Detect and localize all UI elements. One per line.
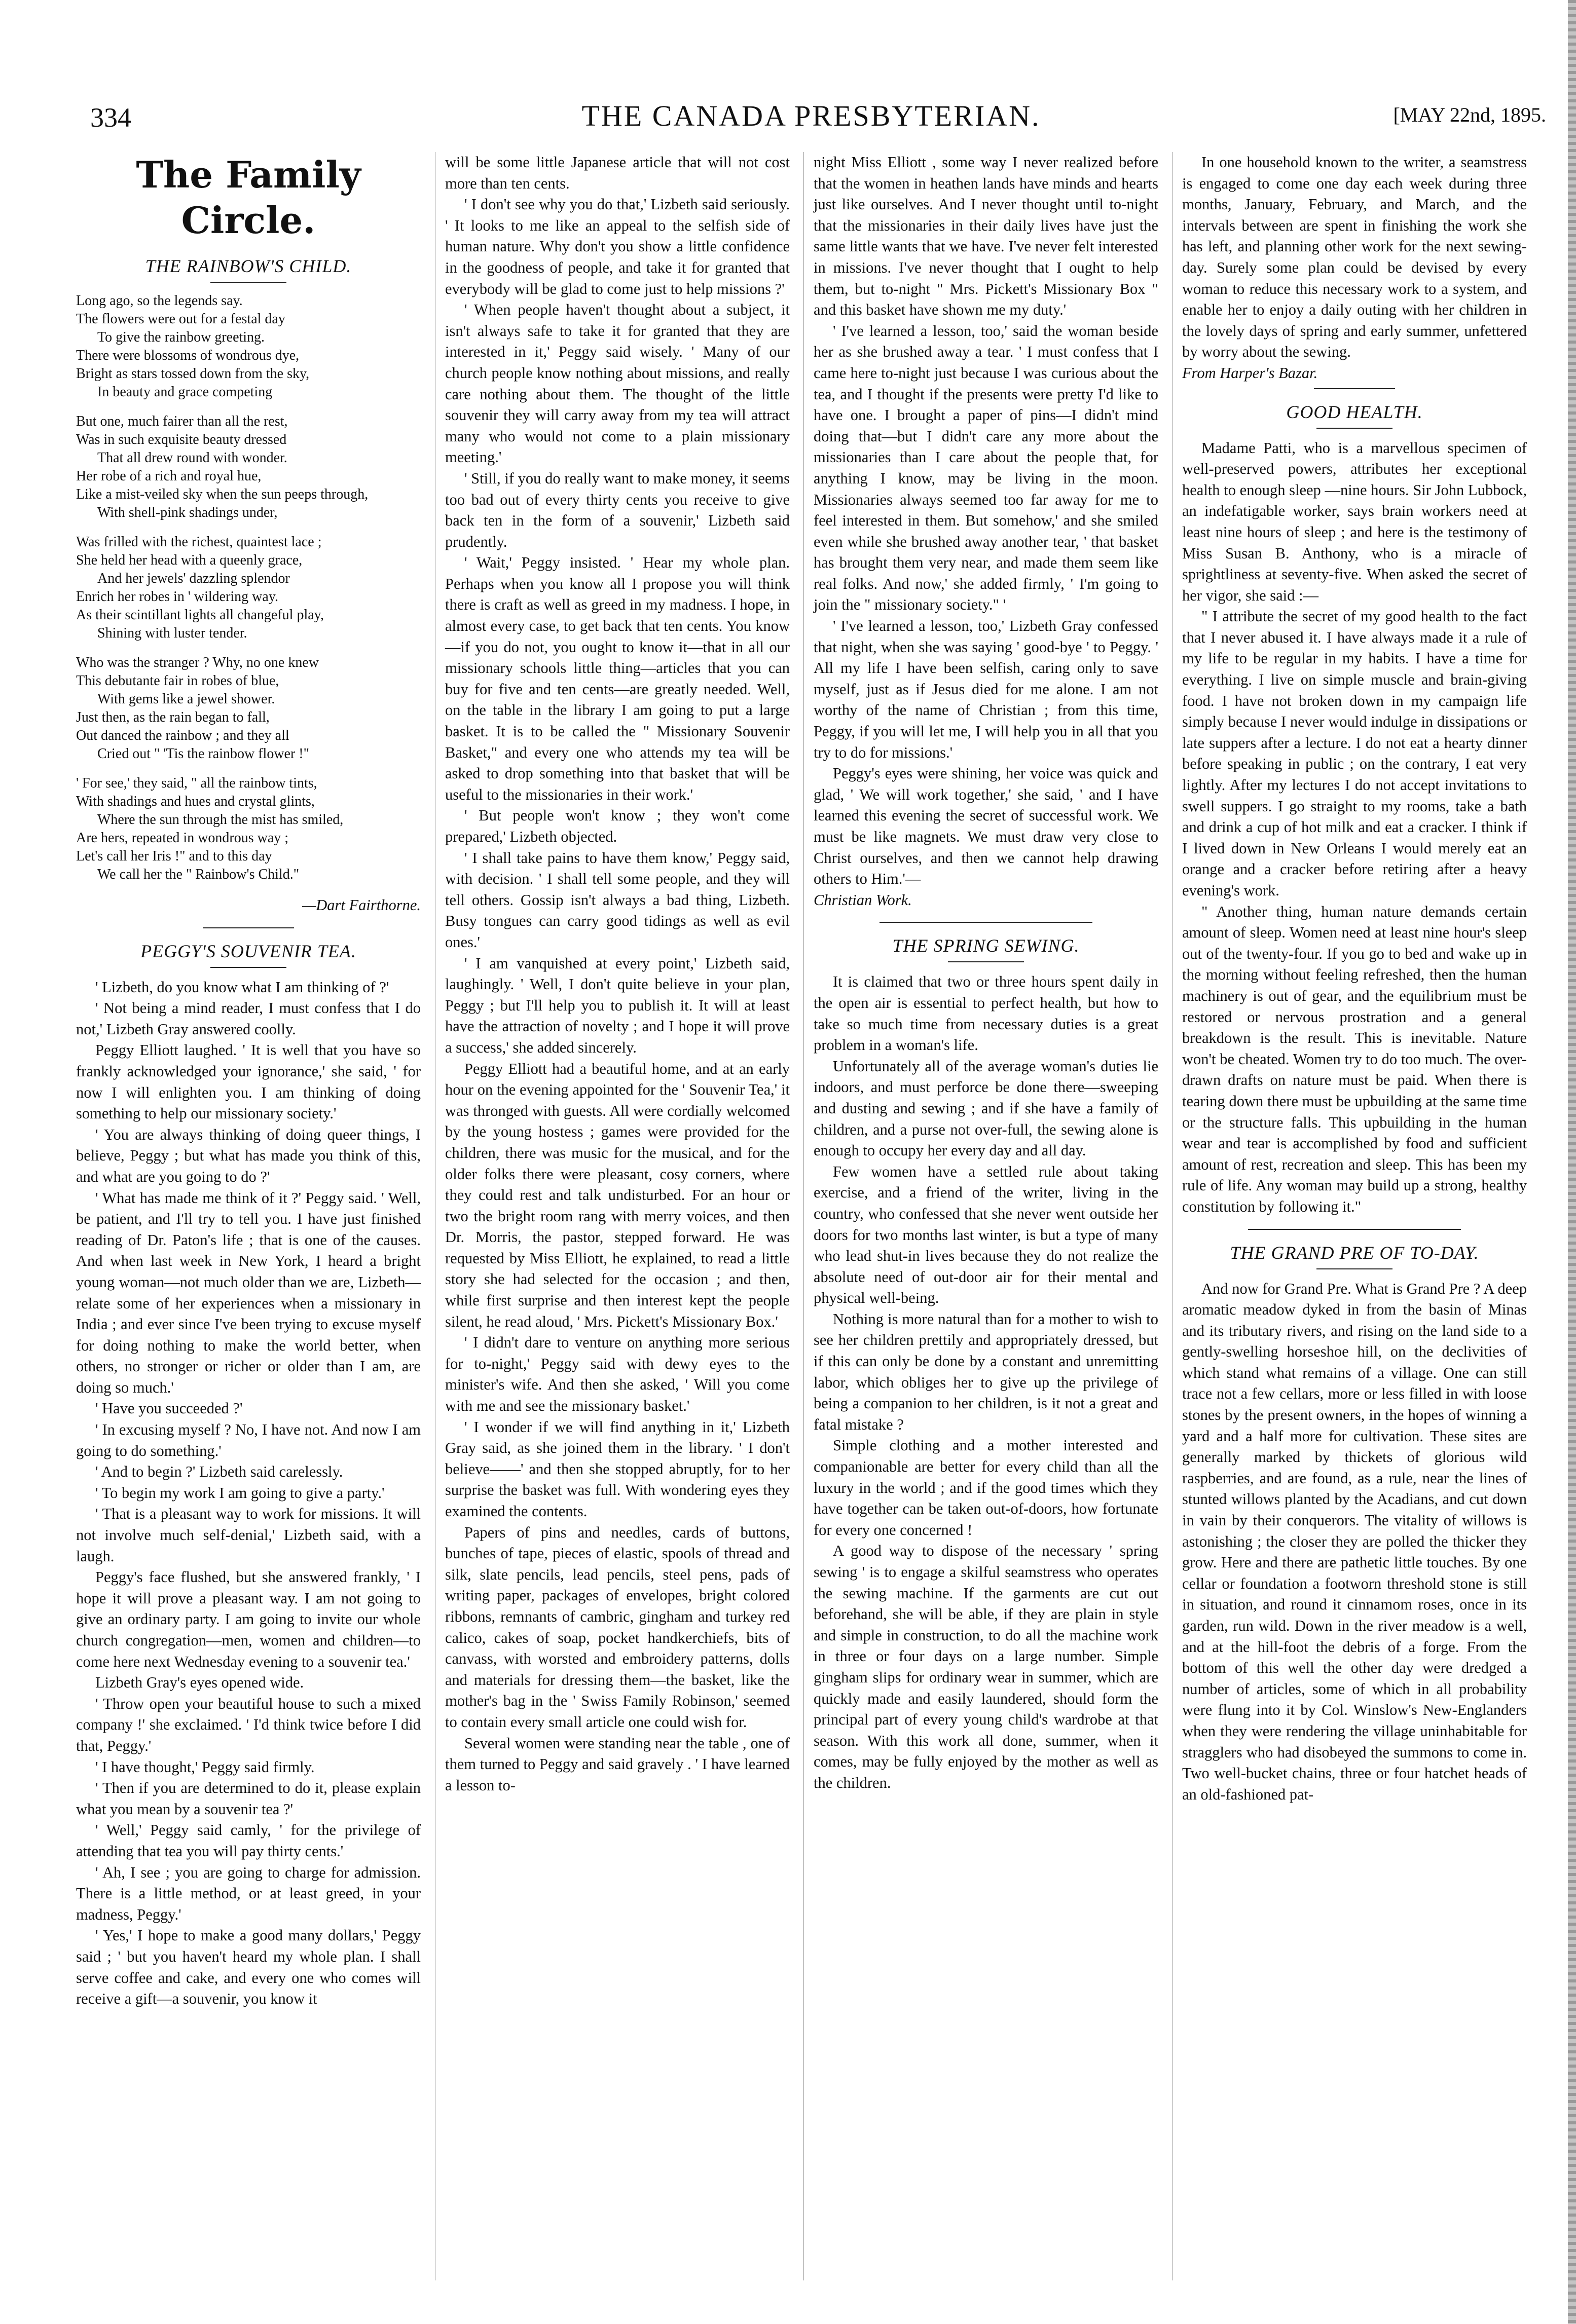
paragraph: ' I am vanquished at every point,' Lizbeth said, laughingly. ' Well, I don't quite believe in your plan, Peggy ; but I'll help you to publish it. It will at least have the attraction of novelty ; and I hope it will prove a success,' she added sincerely.: [445, 954, 790, 1056]
poem-line: Long ago, so the legends say.: [76, 293, 243, 309]
paragraph: ' Ah, I see ; you are going to charge for admission. There is a little method, or at least greed, in your madness, Peggy.': [76, 1863, 421, 1923]
story-title: PEGGY'S SOUVENIR TEA.: [140, 941, 356, 961]
poem-line: Bright as stars tossed down from the sky,: [76, 366, 310, 382]
good-health-body: [1182, 438, 1527, 1218]
poem-stanza: [76, 774, 421, 884]
paragraph: ' I didn't dare to venture on anything more serious for to-night,' Peggy said with dewy eyes to the minister's wife. And then she asked, ' Will you come with me and see the missionary basket.': [445, 1334, 790, 1415]
paragraph: A good way to dispose of the necessary ' spring sewing ' is to engage a skilful seamstress who operates the sewing machine. If the garments are cut out beforehand, she will be able, if they are plain in style and simple in construction, to do all the machine work in three or four days on a large number. Simple gingham slips for ordinary wear in summer, which are quickly made and easily laundered, should form the principal part of every young child's wardrobe at that season. With this work all done, summer, when it comes, may be fully enjoyed by the mother as well as the children.: [814, 1542, 1158, 1791]
article-source: From Harper's Bazar.: [1182, 364, 1318, 382]
poem-line: Are hers, repeated in wondrous way ;: [76, 830, 289, 846]
poem-line: Was in such exquisite beauty dressed: [76, 432, 287, 447]
poem-line: Was frilled with the richest, quaintest lace ;: [76, 534, 322, 550]
paragraph: Lizbeth Gray's eyes opened wide.: [95, 1674, 304, 1692]
paragraph: Peggy Elliott had a beautiful home, and at an early hour on the evening appointed for the ' Souvenir Tea,' it was thronged with guests. All were cordially welcomed by the young hostess ; games were provided for the children, there was music for the musical, and for the older folks there were pleasant, cosy corners, where they could rest and talk undisturbed. For an hour or two the bright room rang with merry voices, and then Dr. Morris, the pastor, stepped forward. He was requested by Miss Elliott, he explained, to read a little story she had selected for the occasion ; and then, while first surprise and then interest kept the people silent, he read aloud, ' Mrs. Pickett's Missionary Box.': [445, 1060, 790, 1330]
poem-line: She held her head with a queenly grace,: [76, 552, 303, 568]
paragraph: night Miss Elliott , some way I never realized before that the women in heathen lands have minds and hearts just like ourselves. And I never thought until to-night that the missionaries in their daily lives have just the same little wants that we have. I've never felt interested in missions. I've never thought that I ought to help them, but to-night " Mrs. Pickett's Missionary Box " and this basket have shown me my duty.': [814, 154, 1158, 319]
paragraph: ' I've learned a lesson, too,' said the woman beside her as she brushed away a tear. ' I must confess that I came here to-night just because I was curious about the tea, and I thought if the presents were pretty I'd like to have one. I brought a paper of pins—I didn't mind doing that—but I didn't care any more about the missionaries than I care about the people that, for anything I know, may be living in the moon. Missionaries always seemed too far away for me to feel interested in them. But somehow,' and she smiled even while she brushed away another tear, ' that basket has brought them very near, and made them seem like real folks. And now,' she added firmly, ' I'm going to join the " missionary society." ': [814, 322, 1158, 614]
paragraph: Several women were standing near the table , one of them turned to Peggy and said gravely . ' I have learned a lesson to-: [445, 1734, 790, 1794]
story-body: [76, 977, 421, 2010]
paragraph: Simple clothing and a mother interested and companionable are better for every child than all the luxury in the world ; and if the good times which they have together can be taken out-of-doors, how fortunate for every one concerned !: [814, 1437, 1158, 1539]
poem-line: Out danced the rainbow ; and they all: [76, 728, 289, 743]
department-title: The Family Circle.: [136, 153, 361, 242]
paragraph: ' In excusing myself ? No, I have not. And now I am going to do something.': [76, 1421, 421, 1459]
paragraph: ' Well,' Peggy said camly, ' for the privilege of attending that tea you will pay thirty cents.': [76, 1821, 421, 1860]
section-rule: [1248, 1229, 1461, 1230]
section-rule: [1314, 388, 1395, 389]
paragraph: ' Wait,' Peggy insisted. ' Hear my whole plan. Perhaps when you know all I propose you will think there is craft as well as greed in my madness. I hope, in almost every case, to get back that ten cents. You know—if you do not, you ought to know it—that in all our missionary schools little thing—articles that you can buy for five and ten cents—are greatly needed. Well, on the table in the library I am going to put a large basket. It is to be called the " Missionary Souvenir Basket," and every one who attends my tea will be asked to drop something into that basket that will be useful to the missionaries in their work.': [445, 554, 790, 803]
section-rule: [948, 961, 1024, 962]
story-source: Christian Work.: [814, 891, 912, 909]
poem-line: Her robe of a rich and royal hue,: [76, 468, 262, 484]
paragraph: ' Yes,' I hope to make a good many dollars,' Peggy said ; ' but you haven't heard my whole plan. I shall serve coffee and cake, and every one who comes will receive a gift—a souvenir, you know it: [76, 1927, 421, 2008]
paragraph: ' I've learned a lesson, too,' Lizbeth Gray confessed that night, when she was saying ' good-bye ' to Peggy. ' All my life I have been selfish, caring only to save myself, just as if Jesus died for me alone. I am not worthy of the name of Christian ; from this time, Peggy, if you will let me, I will help you in all that you try to do for missions.': [814, 617, 1158, 761]
issue-date: [MAY 22nd, 1895.: [1393, 103, 1546, 126]
poem-line: But one, much fairer than all the rest,: [76, 414, 288, 429]
paragraph: Madame Patti, who is a marvellous specimen of well-preserved powers, attributes her exceptional health to enough sleep —nine hours. Sir John Lubbock, an indefatigable worker, says brain workers need at least nine hours of sleep ; and here is the testimony of Miss Susan B. Anthony, who is a miracle of sprightliness at seventy-five. When asked the secret of her vigor, she said :—: [1182, 439, 1527, 604]
poem-line: Where the sun through the mist has smiled,: [97, 812, 344, 828]
paragraph: ' I have thought,' Peggy said firmly.: [95, 1758, 315, 1776]
paragraph: " Another thing, human nature demands certain amount of sleep. Women need at least nine hour's sleep out of the twenty-four. If you go to bed and wake up in the morning without feeling refreshed, then the human machinery is out of gear, and the equilibrium must be restored or nervous prostration and a general breakdown is the result. This is inevitable. Nature won't be cheated. Women try to do too much. The over-drawn drafts on nature must be paid. When there is tearing down there must be upbuilding at the same time or the structure falls. This upbuilding in the human wear and tear is accomplished by food and sufficient amount of rest, recreation and sleep. This has been my rule of life. Any woman may build up a strong, healthy constitution by following it.": [1182, 903, 1527, 1215]
section-rule: [210, 282, 286, 283]
paragraph: ' Then if you are determined to do it, please explain what you mean by a souvenir tea ?': [76, 1779, 421, 1818]
poem-line: Enrich her robes in ' wildering way.: [76, 589, 278, 605]
poem-line: Shining with luster tender.: [97, 625, 247, 641]
paragraph: ' To begin my work I am going to give a party.': [95, 1484, 385, 1502]
paragraph: ' But people won't know ; they won't come prepared,' Lizbeth objected.: [445, 807, 790, 845]
paragraph: ' Not being a mind reader, I must confess that I do not,' Lizbeth Gray answered coolly.: [76, 999, 421, 1038]
grand-pre-title: THE GRAND PRE OF TO-DAY.: [1230, 1242, 1479, 1263]
column-1: [76, 152, 421, 2010]
poem-line: Cried out " 'Tis the rainbow flower !": [97, 746, 310, 762]
poem-line: As their scintillant lights all changeful play,: [76, 607, 324, 623]
good-health-title: GOOD HEALTH.: [1286, 401, 1423, 422]
poem-line: Like a mist-veiled sky when the sun peeps through,: [76, 486, 369, 502]
poem-line: Who was the stranger ? Why, no one knew: [76, 655, 319, 670]
spring-sewing-title: THE SPRING SEWING.: [892, 935, 1080, 956]
poem-stanza: [76, 533, 421, 643]
poem-stanza: [76, 413, 421, 522]
poem-line: In beauty and grace competing: [97, 384, 273, 400]
paragraph: Peggy Elliott laughed. ' It is well that you have so frankly acknowledged your ignorance,' she said, ' for now I will enlighten you. I am thinking of doing something to help our missionary society.': [76, 1041, 421, 1122]
poem-stanza: [76, 654, 421, 763]
poem-line: There were blossoms of wondrous dye,: [76, 348, 300, 363]
paragraph: ' And to begin ?' Lizbeth said carelessly.: [95, 1463, 343, 1481]
poem-line: And her jewels' dazzling splendor: [97, 571, 290, 586]
paragraph: ' That is a pleasant way to work for missions. It will not involve much self-denial,' Lizbeth said, with a laugh.: [76, 1505, 421, 1565]
story-body-continued: [445, 152, 790, 1796]
section-rule: [1316, 428, 1392, 429]
paragraph: ' I wonder if we will find anything in it,' Lizbeth Gray said, as she joined them in the library. ' I don't believe——' and then she stopped abruptly, for to her surprise the basket was full. With wondering eyes they examined the contents.: [445, 1418, 790, 1520]
poem-line: Just then, as the rain began to fall,: [76, 709, 270, 725]
paragraph: ' When people haven't thought about a subject, it isn't always safe to take it for granted that they are interested in it,' Peggy said wisely. ' Many of our church people know nothing about missions, and really care nothing about them. The thought of the little souvenir they will carry away from my tea will attract many who would not come to a plain missionary meeting.': [445, 301, 790, 466]
page-edge: [1568, 0, 1576, 2324]
paragraph: ' You are always thinking of doing queer things, I believe, Peggy ; but what has made you think of this, and what are you going to do ?': [76, 1126, 421, 1185]
poem-author: —Dart Fairthorne.: [302, 896, 421, 914]
column-2: [445, 152, 790, 1796]
poem-line: To give the rainbow greeting.: [97, 329, 265, 345]
paragraph: Peggy's face flushed, but she answered frankly, ' I hope it will prove a pleasant way. I am not going to give an ordinary party. I am going to invite our whole church congregation—men, women and children—to come here next Wednesday evening to a souvenir tea.': [76, 1568, 421, 1670]
paragraph: ' I shall take pains to have them know,' Peggy said, with decision. ' I shall tell some people, and they will tell others. Gossip isn't always a bad thing, Lizbeth. Busy tongues can carry good tidings as well as evil ones.': [445, 849, 790, 951]
paragraph: ' Throw open your beautiful house to such a mixed company !' she exclaimed. ' I'd think twice before I did that, Peggy.': [76, 1695, 421, 1754]
poem-stanza: [76, 292, 421, 401]
poem-line: Let's call her Iris !" and to this day: [76, 848, 272, 864]
paragraph: " I attribute the secret of my good health to the fact that I never abused it. I have always made it a rule of my life to be regular in my habits. I have a time for everything. I live on simple muscle and brain-giving food. I have not broken down in my campaign life simply because I never would indulge in dissipations or late suppers after a lecture. I do not eat a hearty dinner before speaking in public ; on the contrary, I eat very lightly. After my lectures I do not accept invitations to swell suppers. I go straight to my rooms, take a bath and drink a cup of hot milk and eat a cracker. I think if I lived down in New Orleans I would merely eat an orange and a cracker before retiring after a heavy evening's work.: [1182, 608, 1527, 899]
paragraph: Papers of pins and needles, cards of buttons, bunches of tape, pieces of elastic, spools of thread and silk, slate pencils, lead pencils, steel pens, pads of writing paper, packages of envelopes, bright colored ribbons, remnants of cambric, gingham and turkey red calico, cakes of soap, pocket handkerchiefs, bits of canvass, with worsted and embroidery patterns, dolls and materials for dressing them—the basket, like the mother's bag in the ' Swiss Family Robinson,' seemed to contain every small article one could wish for.: [445, 1523, 790, 1731]
newspaper-title: THE CANADA PRESBYTERIAN.: [581, 99, 1041, 132]
article-paragraph: In one household known to the writer, a seamstress is engaged to come one day each week during three months, January, February, and March, and the intervals between are spent in finishing the work she has left, and planning other work for the next sewing-day. Surely some plan could be devised by every woman to reduce this necessary work to a system, and enable her to enjoy a daily outing with her children in the lovely days of spring and early summer, unfettered by worry about the sewing.: [1182, 154, 1527, 361]
section-rule: [879, 922, 1092, 923]
paragraph: It is claimed that two or three hours spent daily in the open air is essential to perfect health, but how to take so much time from necessary duties is a great problem in a woman's life.: [814, 973, 1158, 1054]
poem-line: With shadings and hues and crystal glints,: [76, 794, 315, 809]
column-3: [814, 152, 1158, 1794]
paragraph: Nothing is more natural than for a mother to wish to see her children prettily and appropriately dressed, but if this can only be done by a constant and unremitting labor, which obliges her to give up the privilege of being a companion to her children, is it not a great and fatal mistake ?: [814, 1310, 1158, 1433]
paragraph: Few women have a settled rule about taking exercise, and a friend of the writer, living in the country, who confessed that she never went outside her doors for two months last winter, is but a type of many who lead shut-in lives because they do not realize the absolute need of out-door air for their mental and physical well-being.: [814, 1163, 1158, 1307]
poem-line: That all drew round with wonder.: [97, 450, 287, 466]
story-conclusion: [814, 152, 1158, 890]
paragraph: ' What has made me think of it ?' Peggy said. ' Well, be patient, and I'll try to tell you. I have just finished reading of Dr. Paton's life ; that is one of the causes. And when last week in New York, I heard a bright young woman—not much older than we are, Lizbeth—relate some of her experiences when a missionary in India ; and ever since I've been trying to excuse myself for doing nothing to make the world better, when others, no stronger or richer or older than I am, are doing so much.': [76, 1189, 421, 1396]
page-number: 334: [90, 102, 131, 133]
section-rule: [210, 967, 286, 968]
poem-line: With shell-pink shadings under,: [97, 505, 278, 520]
paragraph: Peggy's eyes were shining, her voice was quick and glad, ' We will work together,' she said, ' and I have learned this evening the secret of successful work. We must be like magnets. We must draw very close to Christ ourselves, and then we cannot help drawing others to Him.'—: [814, 765, 1158, 888]
paragraph: ' Still, if you do really want to make money, it seems too bad out of every thirty cents you receive to give back ten in the form of a souvenir,' Lizbeth said prudently.: [445, 469, 790, 550]
grand-pre-body: And now for Grand Pre. What is Grand Pre ? A deep aromatic meadow dyked in from the basin of Minas and its tributary rivers, and rising on the land side to a gently-swelling horseshoe hill, on the declivities of which stand what remains of a village. One can still trace not a few cellars, more or less filled in with loose stones by the present owners, in the hopes of winning a yard and a half more for cultivation. These sites are generally marked by thickets of glorious wild raspberries, and are found, as a rule, near the lines of stunted willows planted by the Acadians, and cut down in vain by their conquerors. The vitality of willows is astonishing ; the closer they are polled the thicker they grow. Here and there are pathetic little touches. By one cellar or foundation a footworn threshold stone is still in situation, and round it cinnamom roses, once in its garden, run wild. Down in the river meadow is a well, and at the hill-foot the debris of a forge. From the bottom of this well the other day were dredged a number of articles, some of which in all probability were flung into it by Col. Winslow's New-Englanders when they were rendering the village uninhabitable for stragglers who had disobeyed the summons to come in. Two well-bucket chains, three or four hatchet heads of an old-fashioned pat-: [1182, 1280, 1527, 1803]
masthead: [76, 99, 1546, 139]
poem: [76, 292, 421, 884]
paragraph: ' Lizbeth, do you know what I am thinking of ?': [95, 978, 389, 996]
column-4: [1182, 152, 1527, 1805]
paragraph: ' I don't see why you do that,' Lizbeth said seriously. ' It looks to me like an appeal to the selfish side of human nature. Why don't you show a little confidence in the goodness of people, and take it for granted that everybody will be glad to come just to help missions ?': [445, 196, 790, 297]
paragraph: will be some little Japanese article that will not cost more than ten cents.: [445, 154, 790, 192]
section-rule: [203, 927, 294, 928]
poem-line: We call her the " Rainbow's Child.": [97, 867, 300, 882]
poem-line: The flowers were out for a festal day: [76, 311, 285, 327]
paragraph: Unfortunately all of the average woman's duties lie indoors, and must perforce be done there—sweeping and dusting and sewing ; and if she have a family of children, and a purse not over-full, the sewing alone is enough to occupy her every day and all day.: [814, 1057, 1158, 1159]
section-rule: [1316, 1268, 1392, 1269]
poem-title: THE RAINBOW'S CHILD.: [145, 256, 352, 276]
poem-line: This debutante fair in robes of blue,: [76, 673, 279, 689]
column-rule: [803, 152, 804, 2280]
poem-line: With gems like a jewel shower.: [97, 691, 275, 707]
paragraph: ' Have you succeeded ?': [95, 1400, 243, 1417]
spring-sewing-body: [814, 971, 1158, 1793]
poem-line: ' For see,' they said, " all the rainbow tints,: [76, 775, 317, 791]
